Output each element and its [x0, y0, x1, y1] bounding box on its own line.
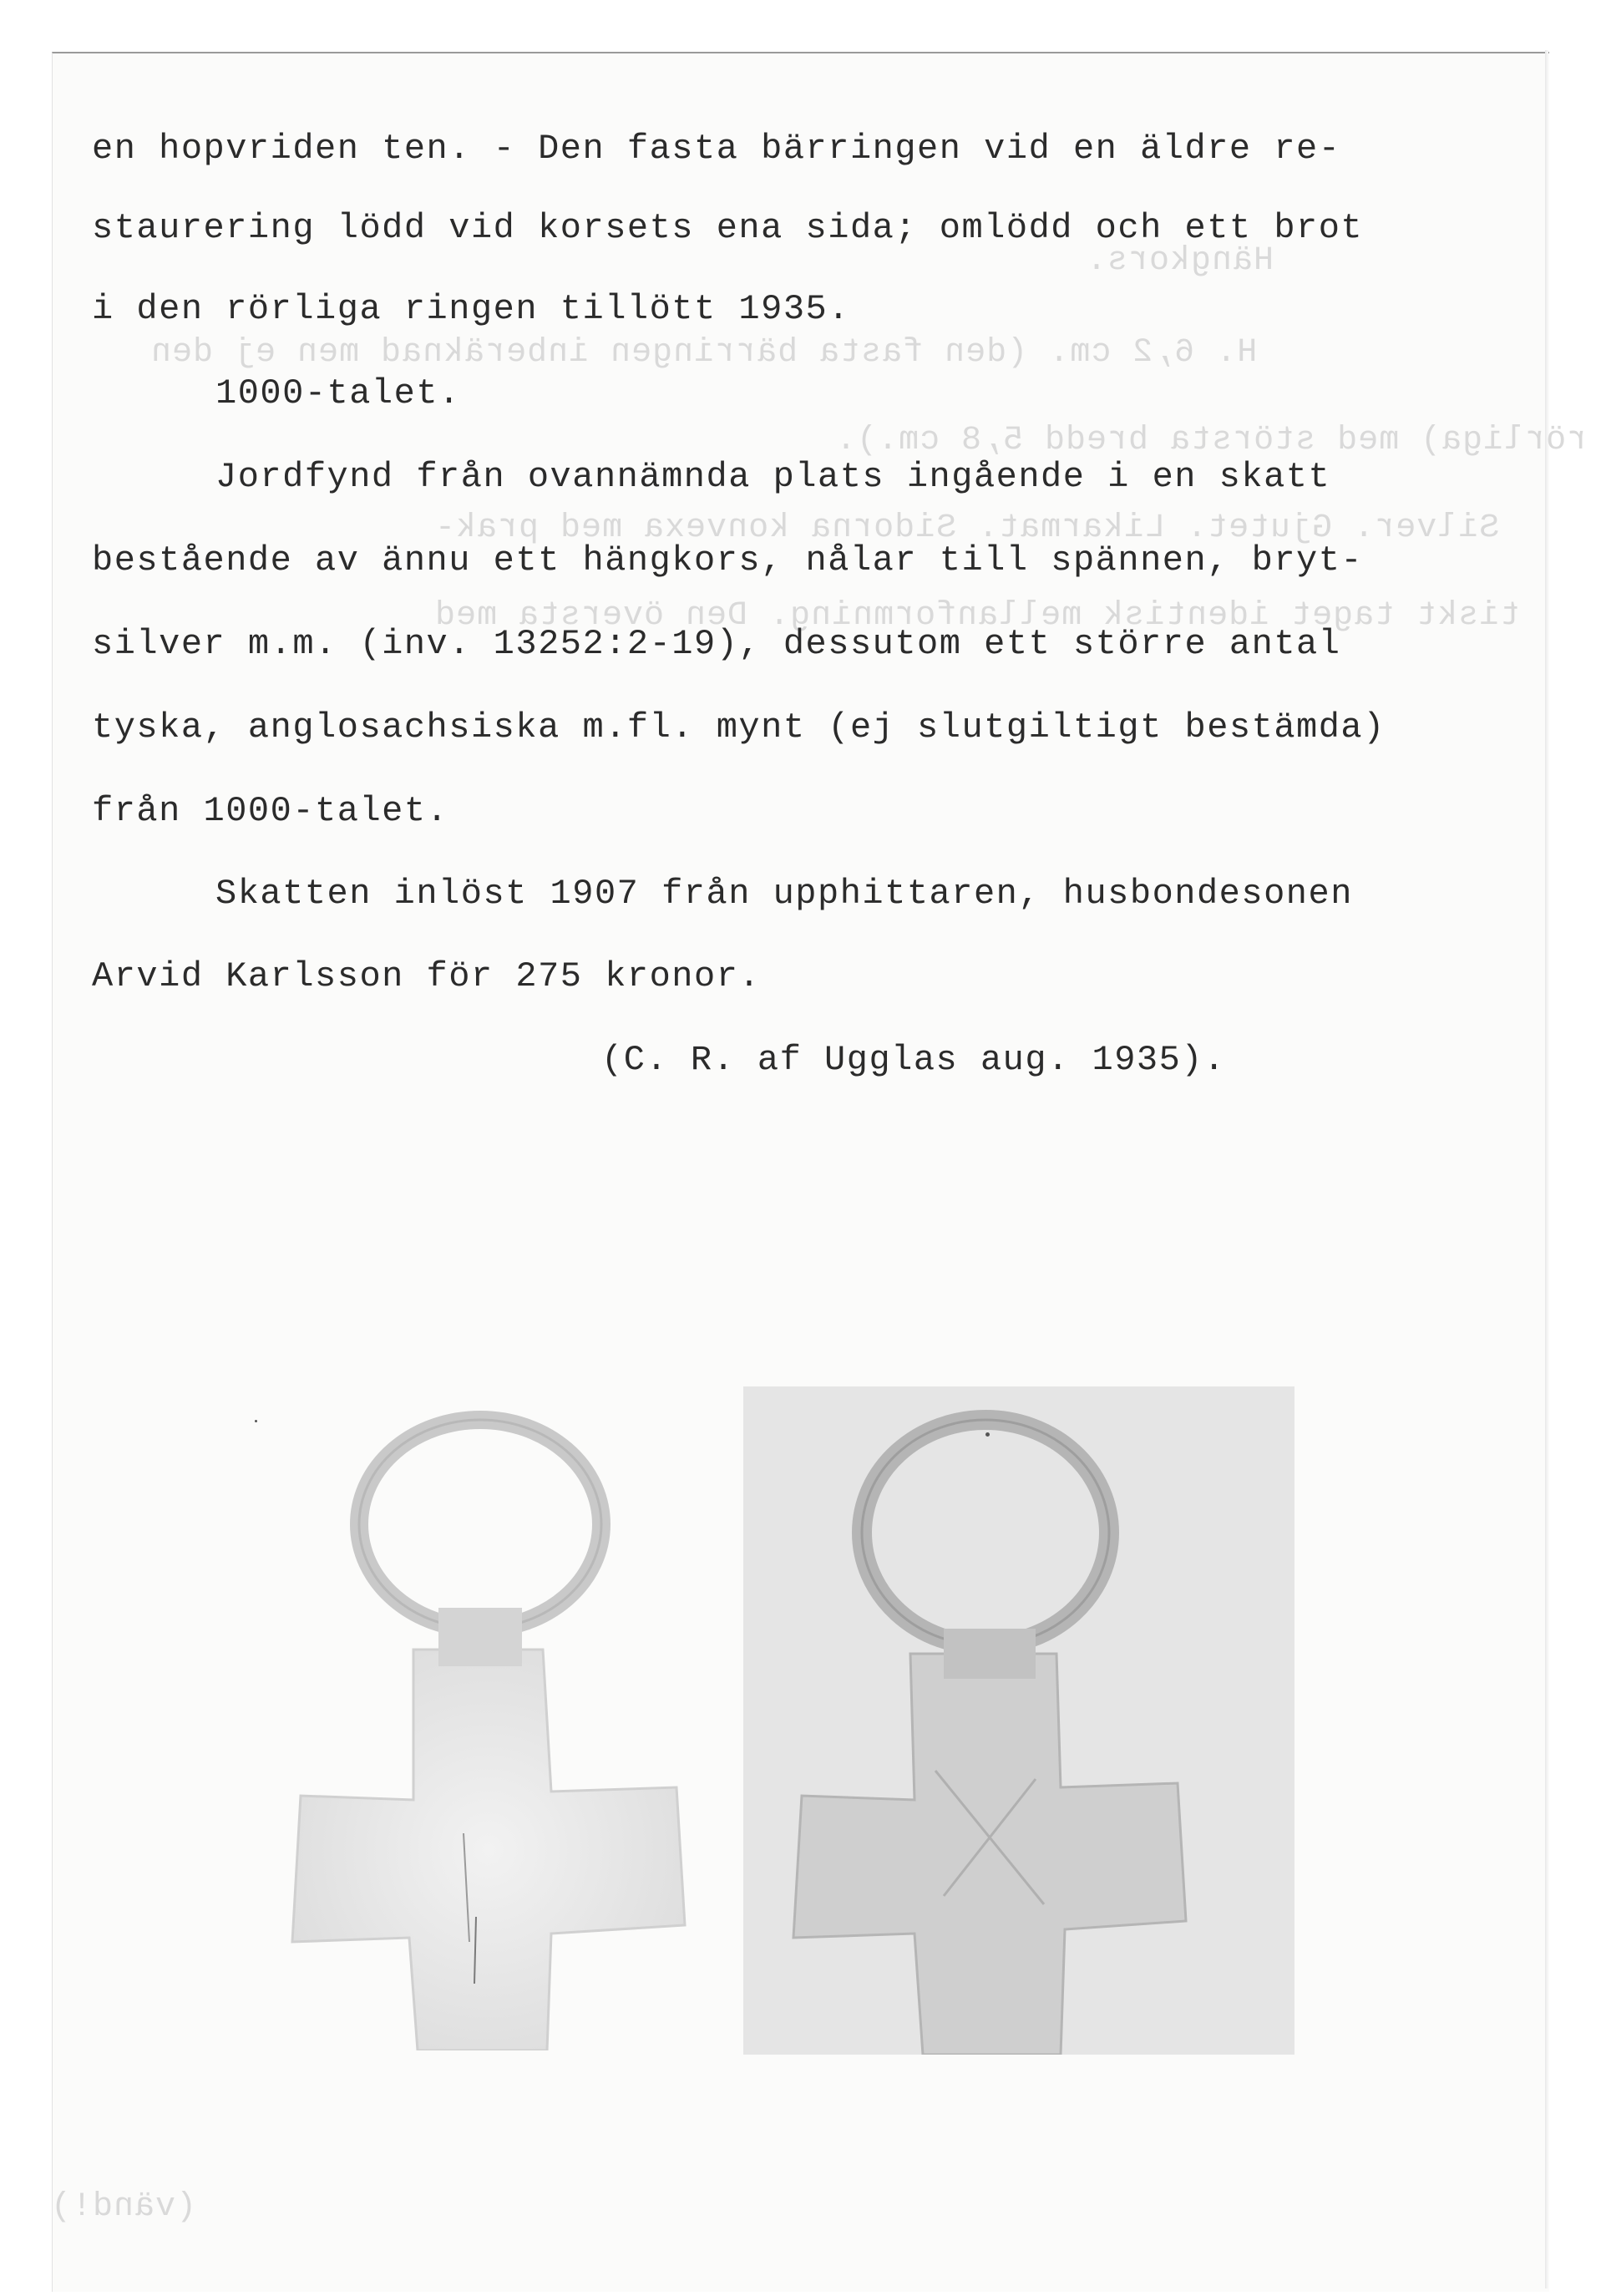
text-line-9: från 1000-talet. — [92, 791, 449, 831]
ink-speck — [255, 1420, 257, 1422]
ink-speck — [985, 1432, 990, 1437]
text-line-6: bestående av ännu ett hängkors, nålar till spännen, bryt- — [92, 540, 1364, 580]
pendant-cross-photo-front — [276, 1399, 693, 2050]
cross-body — [292, 1650, 685, 2050]
text-line-3: i den rörliga ringen tillött 1935. — [92, 289, 850, 329]
text-line-11: Arvid Karlsson för 275 kronor. — [92, 956, 762, 996]
text-line-8: tyska, anglosachsiska m.fl. mynt (ej slutgiltigt bestämda) — [92, 707, 1386, 748]
text-line-4: 1000-talet. — [215, 373, 461, 413]
text-line-1: en hopvriden ten. - Den fasta bärringen vid en äldre re- — [92, 129, 1341, 169]
text-line-7: silver m.m. (inv. 13252:2-19), dessutom ett större antal — [92, 624, 1341, 664]
show-through-line: Hängkors. — [1086, 242, 1274, 280]
show-through-line: (vänd!) — [50, 2188, 197, 2226]
text-line-12: (C. R. af Ugglas aug. 1935). — [601, 1040, 1226, 1080]
show-through-line: H. 6,2 cm. (den fasta bärringen inberäknad men ej den — [150, 334, 1258, 372]
text-line-2: staurering lödd vid korsets ena sida; omlödd och ett brot — [92, 208, 1364, 248]
pendant-cross-photo-back — [743, 1386, 1294, 2055]
paper-edge — [1545, 50, 1548, 2288]
show-through-line: rörliga) med största bredd 5,8 cm.). — [835, 422, 1588, 459]
text-line-5: Jordfynd från ovannämnda plats ingående i en skatt — [215, 457, 1331, 497]
text-line-10: Skatten inlöst 1907 från upphittaren, husbondesonen — [215, 874, 1353, 914]
show-through-line: tiskt taget identisk mellanformning. Den översta med — [434, 597, 1521, 635]
show-through-line: Silver. Gjutet. Likarmat. Sidorna konvexa med prak- — [434, 509, 1500, 547]
